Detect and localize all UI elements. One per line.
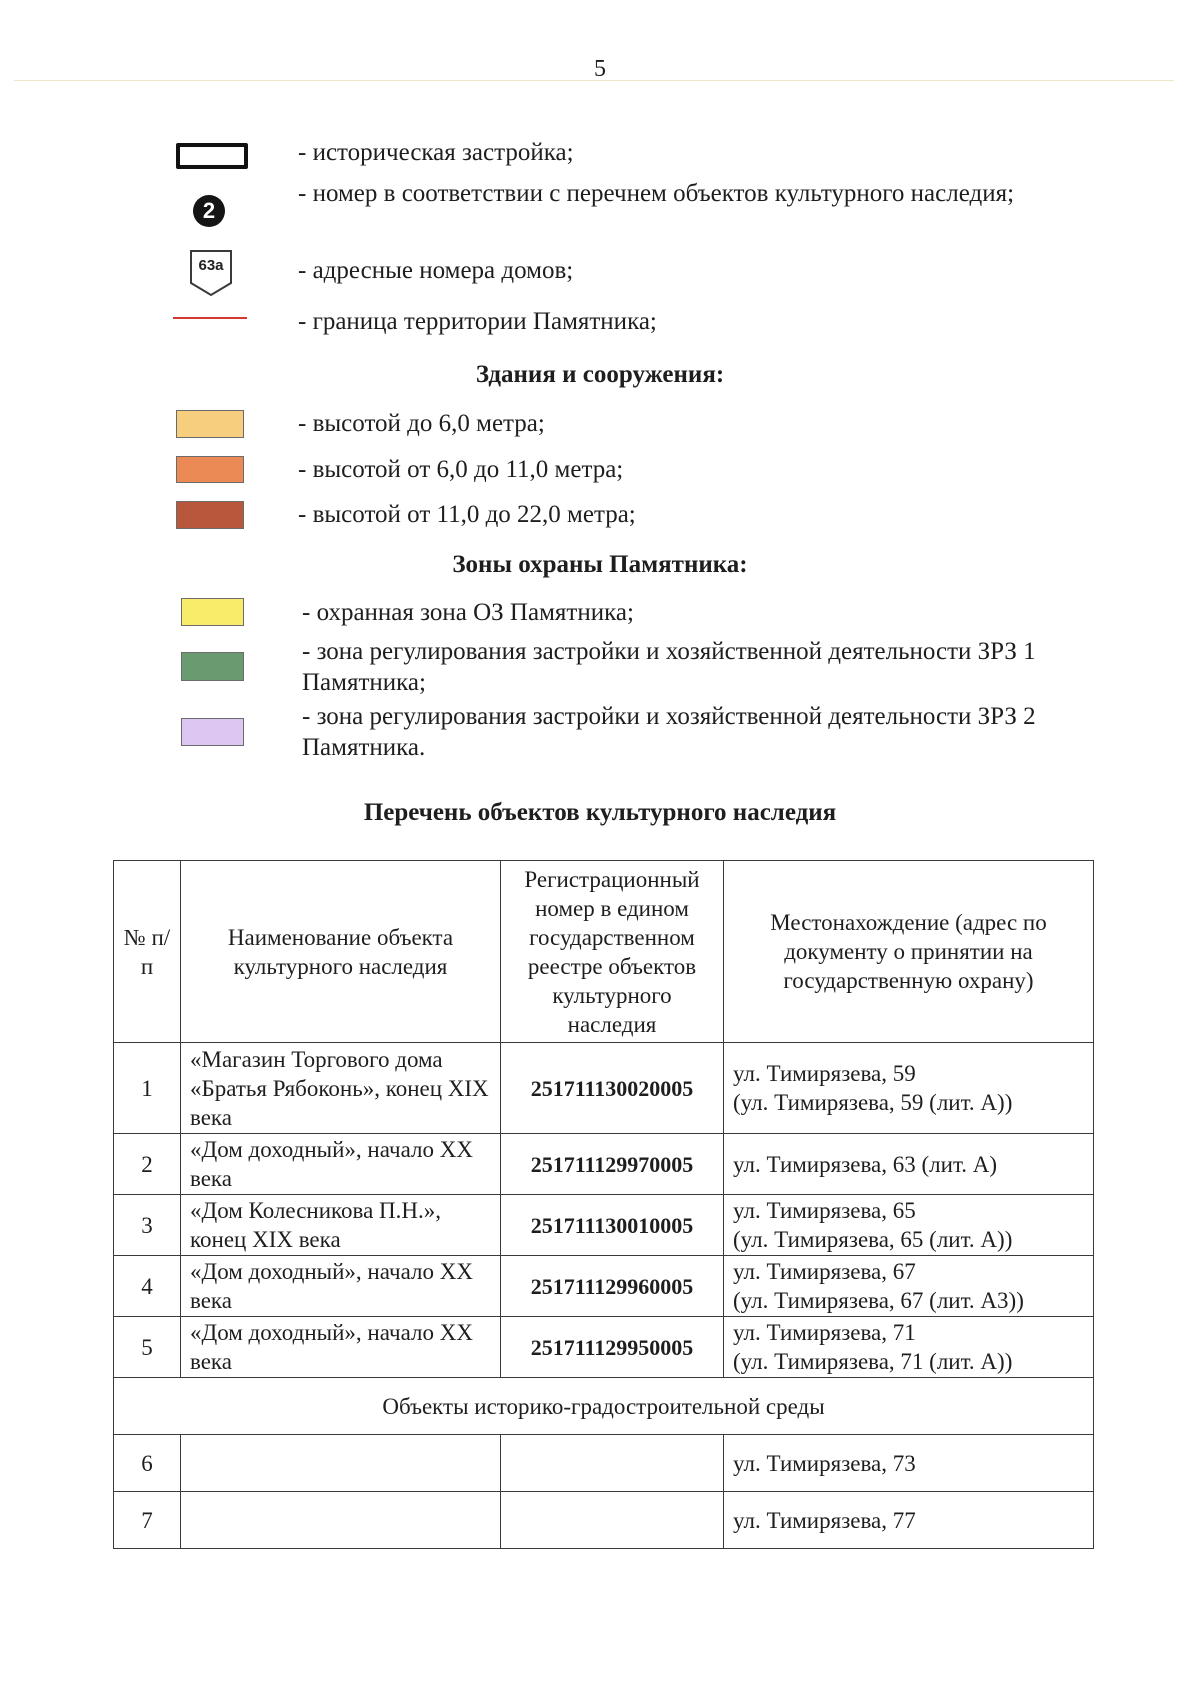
color-swatch [176, 410, 244, 438]
table-row [114, 1317, 1094, 1378]
color-swatch [181, 598, 244, 626]
page-number: 5 [594, 56, 606, 82]
table-row [114, 1492, 1094, 1549]
table-row [114, 1435, 1094, 1492]
historic-building-outline-icon [176, 143, 248, 169]
boundary-line-icon [173, 317, 247, 319]
address-line-legal: (ул. Тимирязева, 71 (лит. А)) [733, 1349, 1013, 1374]
legend-text: - граница территории Памятника; [298, 308, 657, 335]
column-header-name: Наименование объекта культурного наследия [181, 861, 501, 1043]
table-row [114, 1043, 1094, 1134]
address-line: ул. Тимирязева, 65 [733, 1198, 916, 1223]
legend-text: - высотой от 6,0 до 11,0 метра; [298, 456, 624, 483]
legend-text: - номер в соответствии с перечнем объектов культурного наследия; [298, 180, 1015, 207]
legend-text: - высотой от 11,0 до 22,0 метра; [298, 501, 636, 528]
cell-location: ул. Тимирязева, 73 [724, 1435, 1094, 1492]
buildings-heading: Здания и сооружения: [475, 361, 725, 388]
legend-text: - адресные номера домов; [298, 257, 574, 284]
cell-name: «Дом Колесникова П.Н.», конец XIX века [181, 1195, 501, 1256]
address-line: ул. Тимирязева, 59 [733, 1061, 916, 1086]
table-subsection-row [114, 1378, 1094, 1435]
address-line-legal: (ул. Тимирязева, 67 (лит. А3)) [733, 1288, 1024, 1313]
cell-registration [501, 1492, 724, 1549]
legend-text: - охранная зона ОЗ Памятника; [302, 599, 634, 626]
cell-registration: 251711129960005 [501, 1256, 724, 1317]
column-header-registration: Регистрационный номер в едином государственном реестре объектов культурного наследия [501, 861, 724, 1043]
cell-number: 6 [114, 1435, 181, 1492]
house-number-tag-label: 63а [198, 257, 224, 274]
cell-number: 2 [114, 1134, 181, 1195]
cell-registration: 251711130020005 [501, 1043, 724, 1134]
cell-location [724, 1256, 1094, 1317]
color-swatch [181, 718, 244, 746]
address-line-legal: (ул. Тимирязева, 65 (лит. А)) [733, 1227, 1013, 1252]
address-line: ул. Тимирязева, 63 (лит. А) [733, 1151, 998, 1177]
legend-text: - историческая застройка; [298, 139, 574, 166]
address-line: ул. Тимирязева, 71 [733, 1320, 916, 1345]
address-line-legal: (ул. Тимирязева, 59 (лит. А)) [733, 1090, 1013, 1115]
cell-name: «Дом доходный», начало XX века [181, 1256, 501, 1317]
cell-location [724, 1195, 1094, 1256]
cell-registration: 251711129950005 [501, 1317, 724, 1378]
cell-number: 7 [114, 1492, 181, 1549]
cell-number: 1 [114, 1043, 181, 1134]
cell-number: 3 [114, 1195, 181, 1256]
house-number-tag-icon [188, 248, 234, 298]
cell-name: «Дом доходный», начало XX века [181, 1317, 501, 1378]
heritage-objects-table [113, 860, 1094, 1549]
cell-name [181, 1435, 501, 1492]
header-divider [14, 80, 1174, 81]
address-line: ул. Тимирязева, 67 [733, 1259, 916, 1284]
cell-location: ул. Тимирязева, 77 [724, 1492, 1094, 1549]
cell-name: «Дом доходный», начало XX века [181, 1134, 501, 1195]
subsection-heading: Объекты историко-градостроительной среды [114, 1378, 1094, 1435]
column-header-location: Местонахождение (адрес по документу о принятии на государственную охрану) [724, 861, 1094, 1043]
table-row [114, 1256, 1094, 1317]
object-number-badge-icon: 2 [193, 195, 225, 227]
table-header-row [114, 861, 1094, 1043]
table-title: Перечень объектов культурного наследия [363, 799, 837, 826]
table-row [114, 1134, 1094, 1195]
cell-location [724, 1043, 1094, 1134]
cell-number: 4 [114, 1256, 181, 1317]
cell-registration: 251711129970005 [501, 1134, 724, 1195]
cell-registration: 251711130010005 [501, 1195, 724, 1256]
cell-registration [501, 1435, 724, 1492]
cell-name [181, 1492, 501, 1549]
color-swatch [176, 456, 244, 483]
color-swatch [176, 501, 244, 529]
legend-text: - зона регулирования застройки и хозяйственной деятельности ЗРЗ 1 Памятника; [302, 638, 1036, 696]
cell-location [724, 1317, 1094, 1378]
cell-number: 5 [114, 1317, 181, 1378]
column-header-number: № п/п [114, 861, 181, 1043]
color-swatch [181, 652, 244, 681]
legend-text: - высотой до 6,0 метра; [298, 410, 545, 437]
zones-heading: Зоны охраны Памятника: [452, 551, 748, 578]
table-row [114, 1195, 1094, 1256]
cell-name: «Магазин Торгового дома «Братья Рябоконь», конец XIX века [181, 1043, 501, 1134]
cell-location [724, 1134, 1094, 1195]
legend-text: - зона регулирования застройки и хозяйственной деятельности ЗРЗ 2 Памятника. [302, 703, 1036, 761]
